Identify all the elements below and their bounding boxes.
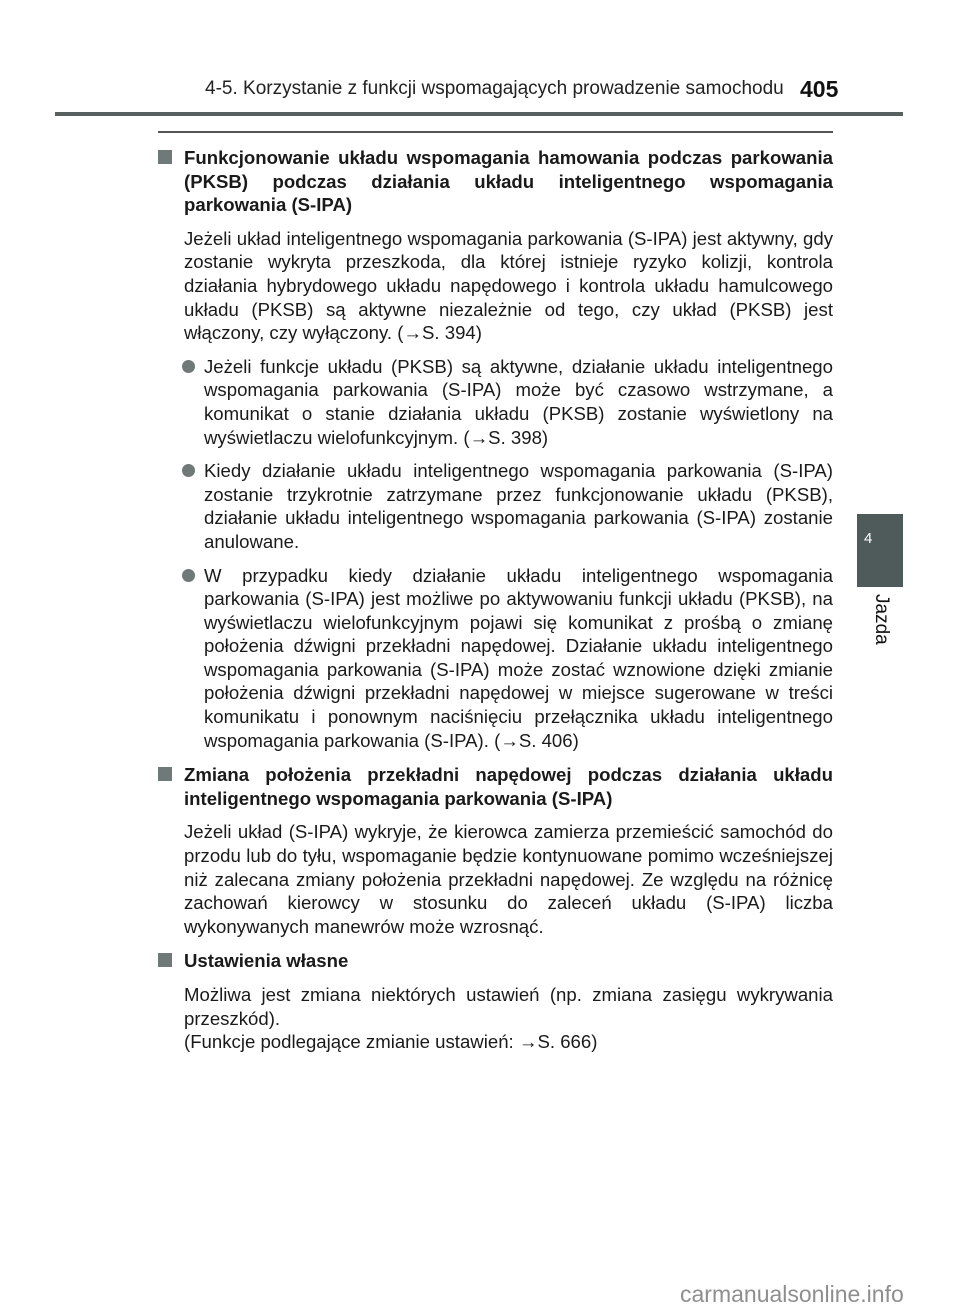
bullet-text: Kiedy działanie układu inteligentnego wspomagania parkowania (S-IPA) zostanie trzykrotnie zatrzymane przez funkcjonowanie układu (PKSB), działanie układu inteligentnego wspomagania parkowania (S-IPA) zostanie anulowane. <box>204 460 833 552</box>
section-paragraph <box>157 820 833 938</box>
bullet-item <box>157 459 833 553</box>
heading-text: Funkcjonowanie układu wspomagania hamowania podczas parkowania (PKSB) podczas działania układu inteligentnego wspomagania parkowania (S-IPA) <box>184 147 833 216</box>
circle-bullet-icon <box>182 464 195 477</box>
chapter-number: 4 <box>864 530 873 547</box>
paragraph-text: Jeżeli układ inteligentnego wspomagania parkowania (S-IPA) jest aktywny, gdy zostanie wykryta przeszkoda, dla której istnieje ryzyko kolizji, kontrola działania hybrydowego układu napędowego i kontrola układu hamulcowego układu (PKSB) są aktywne niezależnie od tego, czy układ (PKSB) jest włączony, czy wyłączony. <box>184 227 833 344</box>
section-heading <box>157 763 833 810</box>
square-bullet-icon <box>158 767 172 781</box>
chapter-label[interactable]: Jazda <box>871 594 892 645</box>
section-heading <box>157 146 833 217</box>
paragraph-text: Jeżeli układ (S-IPA) wykryje, że kierowca zamierza przemieścić samochód do przodu lub do tyłu, wspomaganie będzie kontynuowane pomimo wcześniejszej niż zalecana zmiany położenia przekładni napędowej. Ze względu na różnicę zachowań kierowcy w stosunku do zaleceń układu (S-IPA) liczba wykonywanych manewrów może wzrosnąć. <box>184 821 833 937</box>
paragraph-text: Możliwa jest zmiana niektórych ustawień (np. zmiana zasięgu wykrywania przeszkód). <box>184 984 833 1029</box>
settings-note-link[interactable]: (Funkcje podlegające zmianie ustawień: →S. 666) <box>184 1031 598 1053</box>
bullet-item <box>157 564 833 753</box>
page-reference-link[interactable]: (→S. 406) <box>494 729 579 751</box>
bullet-item <box>157 355 833 449</box>
section-divider <box>158 131 833 133</box>
page-content <box>157 146 833 1065</box>
section-paragraph <box>157 227 833 345</box>
heading-text: Ustawienia własne <box>184 950 349 972</box>
square-bullet-icon <box>158 150 172 164</box>
bullet-text: W przypadku kiedy działanie układu inteligentnego wspomagania parkowania (S-IPA) jest możliwe po aktywowaniu funkcji układu (PKSB), na wyświetlaczu wielofunkcyjnym pojawi się komunikat z prośbą o zmianę położenia dźwigni przekładni napędowej. Działanie układu inteligentnego wspomagania parkowania (S-IPA) może zostać wznowione dzięki zmianie położenia dźwigni przekładni napędowej w miejsce sugerowane w treści komunikatu i ponownym naciśnięciu przełącznika układu inteligentnego wspomagania parkowania (S-IPA). <box>204 564 833 751</box>
circle-bullet-icon <box>182 360 195 373</box>
page-reference-link[interactable]: (→S. 394) <box>397 322 482 344</box>
header-title: 4-5. Korzystanie z funkcji wspomagających prowadzenie samochodu <box>205 78 784 99</box>
section-pksb-operation <box>157 146 833 752</box>
section-heading <box>157 949 833 973</box>
page-number: 405 <box>800 76 839 102</box>
section-gear-change <box>157 763 833 938</box>
page-reference-link[interactable]: (→S. 398) <box>463 426 549 448</box>
heading-text: Zmiana położenia przekładni napędowej podczas działania układu inteligentnego wspomagania parkowania (S-IPA) <box>184 764 833 809</box>
header-divider <box>55 112 903 116</box>
section-paragraph <box>157 983 833 1054</box>
circle-bullet-icon <box>182 569 195 582</box>
watermark: carmanualsonline.info <box>680 1281 904 1307</box>
section-custom-settings <box>157 949 833 1053</box>
chapter-tab[interactable] <box>857 514 903 587</box>
bullet-text: Jeżeli funkcje układu (PKSB) są aktywne, działanie układu inteligentnego wspomagania parkowania (S-IPA) może być czasowo wstrzymane, a komunikat o stanie działania układu (PKSB) zostanie wyświetlony na wyświetlaczu wielofunkcyjnym. <box>204 355 833 448</box>
square-bullet-icon <box>158 953 172 967</box>
